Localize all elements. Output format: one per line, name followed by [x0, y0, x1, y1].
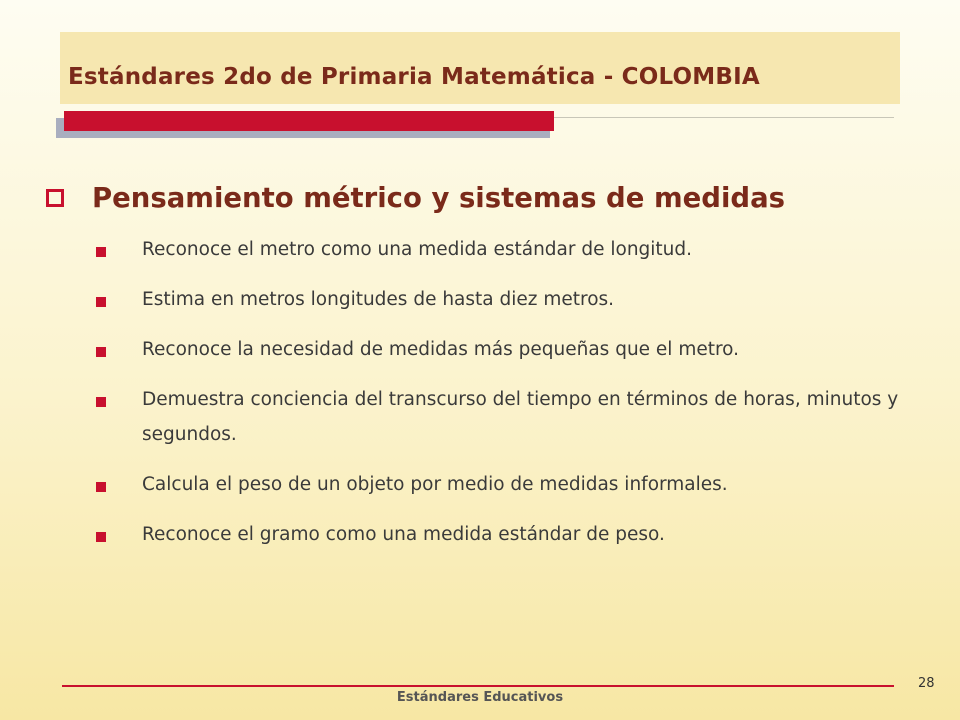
hollow-square-bullet-icon	[46, 189, 64, 207]
bullet-list	[96, 238, 918, 573]
bullet-text: Reconoce el metro como una medida estándar de longitud.	[142, 239, 693, 260]
list-item	[96, 523, 918, 552]
section-heading-text: Pensamiento métrico y sistemas de medidas	[92, 182, 785, 214]
bullet-text: Reconoce la necesidad de medidas más pequeñas que el metro.	[142, 339, 740, 360]
footer-divider-line	[62, 685, 894, 687]
footer-label: Estándares Educativos	[396, 690, 564, 705]
page-number: 28	[918, 676, 935, 691]
square-bullet-icon	[96, 482, 106, 492]
bullet-text: Reconoce el gramo como una medida estándar de peso.	[142, 524, 665, 545]
bullet-text: Calcula el peso de un objeto por medio de medidas informales.	[142, 474, 728, 495]
title-underline-bar	[64, 111, 554, 131]
square-bullet-icon	[96, 297, 106, 307]
square-bullet-icon	[96, 397, 106, 407]
title-divider-line	[554, 117, 894, 118]
list-item	[96, 338, 918, 367]
list-item	[96, 473, 918, 502]
list-item	[96, 388, 918, 452]
slide-title: Estándares 2do de Primaria Matemática - COLOMBIA	[68, 64, 760, 90]
square-bullet-icon	[96, 347, 106, 357]
square-bullet-icon	[96, 247, 106, 257]
section-heading	[46, 182, 785, 214]
list-item	[96, 238, 918, 267]
list-item	[96, 288, 918, 317]
square-bullet-icon	[96, 532, 106, 542]
bullet-text: Demuestra conciencia del transcurso del tiempo en términos de horas, minutos y segundos.	[142, 389, 899, 445]
bullet-text: Estima en metros longitudes de hasta diez metros.	[142, 289, 615, 310]
